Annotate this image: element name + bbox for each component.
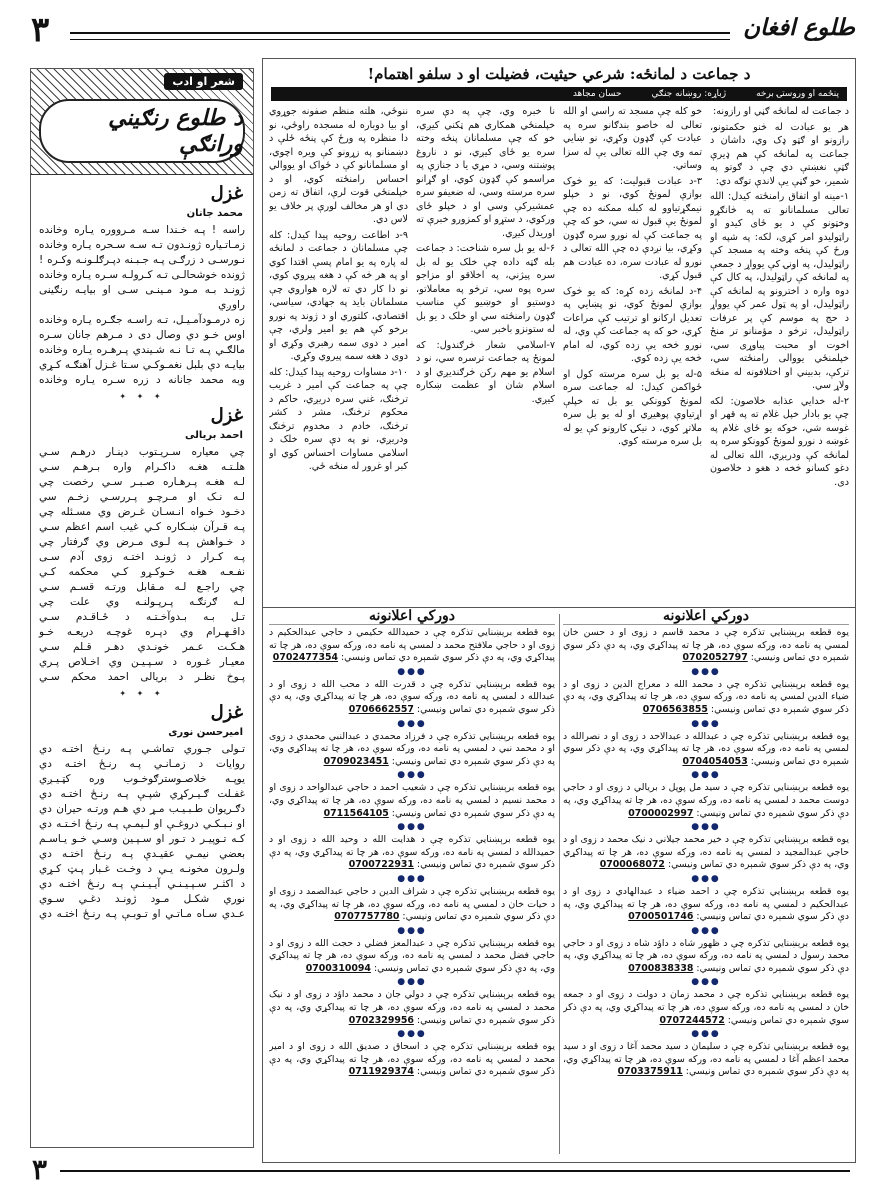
poem-verse: د اکثـر سـپـیـنـي آیـیـنـې پـه رنـځ اختـه دي <box>39 878 245 890</box>
byline-series: پنځمه او وروستۍ برخه <box>756 89 839 99</box>
ad-separator: ●●● <box>397 822 427 833</box>
article-paragraph: ۵-له یو بل سره مرسته کول او ځواکمن کیدل: له جماعت سره لمونځ کوونکي یو بل ته خپلې اړتیاوې پوهیږي او له یو بل سره ملاتړ کوي، د نیکۍ کارونو کې یو له بل سره مرسته کوي. <box>563 368 702 447</box>
header-rule-thin <box>70 39 730 40</box>
poem-verse: هـکـت عـمر خونـدي دهـر قـلم سـي <box>39 641 245 653</box>
poem-verse: پـه قـرآن ښـکاره کـي غیب اسم اعظم سـي <box>39 521 245 533</box>
poem-verse: ولـرون مخونـه یـي د وخـت غـبار پـټ کـړي <box>39 863 245 875</box>
article-byline <box>271 87 847 101</box>
ad-item <box>269 782 555 820</box>
poem-verse: اوس خـو دي وصال دی د مـرهم جانان سـره <box>39 329 245 341</box>
ad-separator: ●●● <box>397 770 427 781</box>
ad-phone: 0700068072 <box>599 859 665 871</box>
poem-verse: پـه کـرار د ژونـد اختـه زوی آدم سـی <box>39 551 245 563</box>
ad-phone: 0711929374 <box>348 1066 414 1078</box>
ad-separator: ●●● <box>397 873 427 884</box>
ad-separator: ●●● <box>691 666 721 677</box>
ad-text: یوه قطعه برېښنایي تذکره چې د دولي جان د محمد داؤد د زوی او د نیک محمد د لمسي په نامه ده، ورکه سوې ده، هر چا ته پیداکړي وي، په دې ذکر سوي شمېره دي تماس ونیسي: <box>269 989 555 1026</box>
poem-verse: بیایـه دې بلبل نغمـوکـي سـتا غـزل آهنګـه کـړي <box>39 359 245 371</box>
ads-heading-right: دورکي اعلانونه <box>563 608 849 625</box>
ad-separator: ●●● <box>397 718 427 729</box>
article-paragraph: ۲-له خدایي عذابه خلاصون: لکه چې یو بادار خپل غلام ته په قهر او غوسه شي، خوکه یو ځای غلام په غوښه د نورو لمونځ کوونکو سره په لمانځه کې ودریږي، الله تعالی له دغو کسانو څخه د هغو د خلاصون دی. <box>710 395 849 488</box>
ad-item <box>563 989 849 1027</box>
ad-item <box>269 834 555 872</box>
ad-item <box>563 938 849 976</box>
poem-verse: دګـریوان طـبـیـب مـړ دي هـم ورتـه حیران دي <box>39 803 245 815</box>
poem-verse: غفـلت ګـیـرکړي شپـې پـه رنـځ اختـه دي <box>39 788 245 800</box>
ad-phone: 0700838338 <box>628 962 694 974</box>
poem-verse: چي معیاره سـریـتوب دینـار درهـم سـي <box>39 446 245 458</box>
lost-id-ads <box>262 606 856 1163</box>
poem-verse: بعضي نیمـي عقیـدې پـه رنـځ اختـه دي <box>39 848 245 860</box>
poem-verse: نفـعـه هغـه خـوکـړو کـي محکمه کـي <box>39 566 245 578</box>
poem-verse: پـوخ نظـر د بریالی احمد محکم سـي <box>39 671 245 683</box>
article-headline: د جماعت د لمانځه: شرعي حیثیت، فضیلت او د سلفو اهتمام! <box>367 65 751 83</box>
article-paragraph: هر یو عبادت له څنو حکمتونو، رازونو او ګټو ډک وي، داشان د جماعت په لمانځه کې هم ډیرې ګټې نغښتې دي چې د ګوتو په شمیر، خو ګڼې یې لاندې توګه دي: <box>710 121 849 187</box>
poem-verse: کـه تـوپیـر د تـور او سـپـین وسـي خـو یـاسـم <box>39 833 245 845</box>
ad-phone: 0709023451 <box>323 755 389 767</box>
poem-verse: لـه نـک او مـرچـو پـررسـي زخـم سي <box>39 491 245 503</box>
ad-phone: 0703375911 <box>617 1066 683 1078</box>
article-paragraph: د جماعت له لمانځه ګڼي او رازونه: <box>713 106 849 117</box>
ads-heading-left: دورکي اعلانونه <box>269 608 555 625</box>
ad-phone: 0706662557 <box>348 703 414 715</box>
ad-item <box>563 886 849 924</box>
ad-text: یوه قطعه برېښنایي تذکره چې د سلیمان د سید محمد آغا د زوی او د سید محمد اعظم آغا د لمسي په نامه ده، ورکه سوې ده، هر چا ته پیداکړي وي، په دې ذکر سوي شمېره دي تماس ونیسي: <box>563 1041 849 1078</box>
poem-verse: زه درمـودآمـیـل، تـه راسـه جګـره یـاره وخانده <box>39 314 245 326</box>
poem-heading: غزل <box>210 702 243 723</box>
ad-item <box>269 886 555 924</box>
poem-verse: یوپـه خلاصـوسترګوخـوب وره کټـیـږي <box>39 773 245 785</box>
article-column <box>269 105 408 605</box>
ad-separator: ●●● <box>691 718 721 729</box>
ad-phone: 0700501746 <box>628 911 694 923</box>
ad-text: یوه قطعه برېښنایي تذکره چې د محمد قاسم د زوی او د حسن خان لمسي په نامه ده، ورکه سوې ده، هر چا ته پیداکړي وي، په دې ذکر سوي شمېره دي تماس ونیسي: <box>563 627 849 664</box>
section-badge: شعر او ادب <box>164 73 243 90</box>
ads-column-left <box>269 606 555 1162</box>
ad-text: یوه قطعه برېښنایي تذکره چې د خیر محمد جیلاني د نیک محمد د زوی او د حاجي عبدالمجید د لمسي په نامه ده، ورکه سوې ده، هر چا ته پیداکړي وي، په دې ذکر سوي شمېره دي تماس ونیسي: <box>563 834 849 871</box>
poetry-banner <box>31 69 253 175</box>
article-paragraph: ننوځي، هلته منظم صفونه جوړوي او بیا دوباره له مسجده راوځي، نو دا منظره په ورځ کې پنځه ځلې د دښمنانو په زړونو کې ویره اچوي، او مسلمانانو کې د ځواک او یووالي احساس رامنځته کوي، او د خپلمنځي قوت لرې، اتفاق ته زمن دي او هر مخالف لورې پر خلاف یو لاس دي. <box>269 106 408 225</box>
feature-article <box>262 58 856 608</box>
poem-verse: تـل بـه بـدوآخـتـه د ځـاقـدم سـي <box>39 611 245 623</box>
ad-text: یوه قطعه برېښنایي تذکره چې د فرزاد محمدي د عبدالنبي محمدي د زوی او د محمد نبي د لمسي په نامه ده، ورکه سوې ده، هر چا ته پیداکړي وي، په دې ذکر سوي شمېره دي تماس ونیسي: <box>269 730 555 767</box>
ad-phone: 0707244572 <box>659 1014 725 1026</box>
poem-verse: مالګـي پـه تـا نـه شـیندي پـرهـره یـاره وخانده <box>39 344 245 356</box>
ad-item <box>563 627 849 665</box>
ad-phone: 0702329956 <box>348 1014 414 1026</box>
ad-phone: 0700310094 <box>305 962 371 974</box>
poem-verse: چي راجـع لـه مـقابل ورتـه قسـم سـي <box>39 581 245 593</box>
ad-text: یوه قطعه برېښنایي تذکره چې د حمیدالله حکیمي د حاجي عبدالحکیم د زوی او د حاجي ملافتح محمد د لمسي په نامه ده، ورکه سوې ده، هر چا ته پیداکړي وي، په دې ذکر سوي شمېره دي تماس ونیسي: <box>269 627 555 664</box>
ad-text: یوه قطعه برېښنایي تذکره چې د احمد ضیاء د عبدالهادي د زوی او د عبدالحکیم د لمسي په نامه ده، ورکه سوې ده، هر چا ته پیداکړي وي، په دې ذکر سوي شمېره دي تماس ونیسي: <box>563 885 849 923</box>
poet-name: محمد جانان <box>186 208 243 219</box>
poem-heading: غزل <box>210 405 243 426</box>
poem-verse: لـه ګرنګـه پـرپـولنـه وي علت چي <box>39 596 245 608</box>
article-paragraph: خو کله چې مسجد ته راسي او الله تعالی له خاصو بندګانو سره په عبادت کې ګډون وکړي، نو ښایي تمه وي چې الله تعالی یې له سزا وساتي. <box>563 106 702 171</box>
ad-separator: ●●● <box>691 822 721 833</box>
ad-phone: 0702052797 <box>682 652 748 664</box>
ad-item <box>269 731 555 769</box>
ad-item <box>269 1041 555 1079</box>
byline-source: ژباړه: روښانه جنګي <box>651 89 727 99</box>
page-number-top: ۳ <box>31 10 50 50</box>
ads-column-right <box>563 606 849 1162</box>
article-column <box>563 105 702 605</box>
poem-verse: د خـواهش پـه لـوی مـرض وي ګرفتار چي <box>39 536 245 548</box>
poem-verse: نوري شکـل مـود ژونـد دغـي سـوي <box>39 893 245 905</box>
ad-item <box>269 989 555 1027</box>
poem-verse: داقـهـرام وي دپـره غوچـه دریعـه خـو <box>39 626 245 638</box>
ad-text: یوه قطعه برېښنایي تذکره چې د اسحاق د صدیق الله د زوی او د امیر محمد د لمسي په نامه ده، ورکه سوې ده، هر چا ته پیداکړي وي، په دې ذکر سوي شمېره دي تماس ونیسي: <box>269 1041 555 1078</box>
page-number-bottom: ۳ <box>32 1153 48 1186</box>
poem-verse: تـولی جـوري تماشـي پـه رنـځ اختـه دي <box>39 743 245 755</box>
poem-verse: دخـود خـواه انـسـان غـرض وي مسـئله چي <box>39 506 245 518</box>
article-paragraph: ۱۰-د مساوات روحیه پیدا کیدل: کله چې په جماعت کې امیر د غریب ترڅنګ، غني سره دریږي، حاکم د محکوم ترڅنګ، مشر د کشر ترڅنګ، خادم د مخدوم ترڅنګ ودریږي، نو په دې سره خلک د اسلامي مساوات احساس کوي او کبر او غرور له منځه ځي. <box>269 366 408 472</box>
article-paragraph: نا خبره وي، چې په دې سره خپلمنځي همکاري هم ټکني کیږي، خو که چې مسلمانان پنځه وخته سره یو ځای کیږي، نو د ناروغ پوښتنه وسي، د مړي یا د جنازې په مراسمو کې ګډون کوي، او ګړانو سره مرسته وسي، له ضعیفو سره عمشیرکې وسي او د خپلو ځای ورکوي، د ستړو او کمزورو خبرې ته اوریدل کیږي. <box>416 106 555 239</box>
poem-verse: معیـار غـوره د سـپـیـن وي اخـلاص پـري <box>39 656 245 668</box>
article-paragraph: ۶-له یو بل سره شناخت: د جماعت بله ګټه داده چې خلک یو له بل سره پیژني، په اخلاقو او مزاجو سره پوه سي، ترڅو په معاملاتو، دوستیو او خوښیو کې مناسب ګډون رامنځته سي او خلک د یو بل له ستونزو باخبر سي. <box>416 243 555 335</box>
poem-verse: زمـاتـیاره ژونـدون تـه سـه سـحره یـاره وخانده <box>39 239 245 251</box>
ad-item <box>269 627 555 665</box>
poem-verse: عـدي سـاه مـاتـي او تـوبـې پـه رنـځ اختـه دي <box>39 908 245 920</box>
ad-phone: 0706563855 <box>642 703 708 715</box>
article-paragraph: ۷-اسلامي شعار څرګندول: که لمونځ په جماعت ترسره سي، نو د اسلام یو مهم رکن څرګندیږي او د اسلام شان او عظمت ښکاره کیږي. <box>416 339 555 405</box>
poem-verse: روایات د زمـانـي پـه رنـځ اختـه دي <box>39 758 245 770</box>
ad-text: یوه قطعه برېښنایي تذکره چې د محمد زمان د دولت د زوی او د جمعه خان د لمسي په نامه ده، ورکه سوې ده، هر چا ته پیداکړي وي، په دې ذکر سوي شمېره دي تماس ونیسي: <box>563 989 849 1026</box>
poem-verse: ژونده خوشحالـی تـه کـرولـه سـره یـاره وخانده <box>39 269 245 281</box>
ad-text: یوه قطعه برېښنایي تذکره چې د شعیب احمد د حاجي عبدالواحد د زوی او د محمد نسیم د لمسي په نامه ده، ورکه سوې ده، هر چا ته پیداکړي وي، په دې ذکر سوي شمېره دي تماس ونیسي: <box>269 782 555 819</box>
ad-text: یوه قطعه برېښنایي تذکره چې د سید مل پوپل د بریالي د زوی او د حاجي دوست محمد د لمسي په نامه ده، ورکه سوې ده، هر چا ته پیداکړي وي، په دې ذکر سوي شمېره دي تماس ونیسي: <box>563 782 849 819</box>
ad-item <box>563 1041 849 1079</box>
poem-heading: غزل <box>210 183 243 204</box>
ad-separator: ●●● <box>691 977 721 988</box>
ad-item <box>269 679 555 717</box>
ad-item <box>563 782 849 820</box>
ad-separator: ●●● <box>691 873 721 884</box>
ad-text: یوه قطعه برېښنایي تذکره چې د عبدالله د عبدالاحد د زوی او د نصرالله د لمسي په نامه ده، ورکه سوې ده، هر چا ته پیداکړي وي، په دې ذکر سوي شمېره دي تماس ونیسي: <box>563 730 849 767</box>
page-header <box>25 12 855 54</box>
ad-separator: ●●● <box>691 1029 721 1040</box>
masthead-brand: طلوع افغان <box>743 14 855 41</box>
ad-phone: 0702477354 <box>272 652 339 664</box>
ad-item <box>563 679 849 717</box>
ads-divider <box>559 614 560 1154</box>
poetry-section-title: د طلوع رنګیني ورانګې <box>39 99 245 163</box>
ad-text: یوه قطعه برېښنایي تذکره چې د هدایت الله د وحید الله د زوی او د حمیدالله د لمسي په نامه ده، ورکه سوې ده، هر چا ته پیداکړي وي، په دې ذکر سوي شمېره دي تماس ونیسي: <box>269 834 555 871</box>
poem-separator: ✦ ✦ ✦ <box>119 392 165 401</box>
ad-phone: 0704054053 <box>682 755 748 767</box>
poem-verse: نـورسـی د زرګـی پـه جـبـنه دپـرګلـونـه وکـره ! <box>39 254 245 266</box>
ad-item <box>563 731 849 769</box>
ad-phone: 0700722931 <box>348 859 414 871</box>
byline-author: حسان مجاهد <box>572 89 622 99</box>
ad-text: یوه قطعه برېښنایي تذکره چې د قدرت الله د محب الله د زوی او د عبدالله د لمسي په نامه ده، ورکه سوې ده، هر چا ته پیداکړي وي، په دې ذکر سوي شمېره دي تماس ونیسي: <box>269 678 555 715</box>
poet-name: امیرحسن نوری <box>168 727 243 738</box>
ad-item <box>563 834 849 872</box>
ad-item <box>269 938 555 976</box>
poem-separator: ✦ ✦ ✦ <box>119 689 165 698</box>
article-column <box>416 105 555 605</box>
poet-name: احمد بریالی <box>185 430 243 441</box>
ad-text: یوه قطعه برېښنایي تذکره چې د محمد الله د معراج الدین د زوی او د ضیاء الدین لمسي په نامه ده، ورکه سوې ده، هر چا ته پیداکړي وي، په دې ذکر سوي شمېره دي تماس ونیسي: <box>563 678 849 715</box>
ad-text: یوه قطعه برېښنایي تذکره چې د ظهور شاه د داؤد شاه د زوی او د حاجي محمد رسول د لمسي په نامه ده، ورکه سوې ده، هر چا ته پیداکړي وي، په دې ذکر سوي شمېره دي تماس ونیسي: <box>563 937 849 974</box>
poetry-column <box>30 68 254 1148</box>
article-columns <box>263 101 855 605</box>
poem-verse: او نـبـکـي دروغـې او لـیمـې پـه رنـځ اخـتـه دي <box>39 818 245 830</box>
ad-separator: ●●● <box>397 666 427 677</box>
poems-container <box>31 175 253 922</box>
header-rule <box>70 32 730 34</box>
article-column <box>710 105 849 605</box>
ad-separator: ●●● <box>397 1029 427 1040</box>
article-paragraph: ۹-د اطاعت روحیه پیدا کیدل: کله چې مسلمانان د جماعت د لمانځه له پاره په یو امام پسې اقتدا کوي او په هر څه کې د هغه پیروي کوي، نو دا کار دي ته لاره هواروي چې مسلمانان باید په جهادي، سیاسي، اقتصادي، کلتوري او د ژوند په نورو برخو کې هم یو امیر ولري، چې امیر د دوی سمه رهبري وکړي او دوی د هغه سمه پیروي وکړي. <box>269 229 408 362</box>
article-paragraph: ۱-مینه او اتفاق رامنځته کیدل: الله تعالی مسلمانانو ته په څانګړو وخټونو کې د یو ځای کیدو او راټولیدو امر کړی، لکه: په شپه او ورځ کې پنځه وخته په مسجد کې راټولیدل، په اونۍ کې یوواړ د جمعې په لمانځه کې راټولیدل، په کال کې دوه واره د اخترونو په لمانځه کې راټولیدل، او په ټول عمر کې یوواړ د حج په موسم کې پر عرفات راټولیدل، ترڅو د مؤمنانو تر منځ اخوت او محبت پیاوړی سي، خپلمنځي یووالی رامنځته سي، ترکې، بدبیني او اختلافونه له منځه ولاړ سي. <box>710 191 849 391</box>
poem-verse: راسه ! پـه خـندا سـه مـرووره یـاره وخانده <box>39 224 245 236</box>
footer-rule <box>60 1170 850 1172</box>
ad-separator: ●●● <box>397 977 427 988</box>
ad-text: یوه قطعه برېښنایي تذکره چې د عبدالمعز فضلي د حجت الله د زوی او د حاجي فضل محمد د لمسي په نامه ده، ورکه سوې ده، هر چا ته پیداکړي وي، په دې ذکر سوي شمېره دي تماس ونیسي: <box>269 937 555 974</box>
poem-verse: ژونـد بـه مـود مـینـی سـی او بیایـه رنګینی راوږي <box>39 284 245 311</box>
ad-separator: ●●● <box>691 925 721 936</box>
poem-verse: هلـتـه هغـه داکـرام واره بـرهـم سـي <box>39 461 245 473</box>
ad-phone: 0711564105 <box>323 807 389 819</box>
poem-verse: لـه هغـه پـرهـاره صـبـر سـي رخصت چي <box>39 476 245 488</box>
ad-separator: ●●● <box>691 770 721 781</box>
ad-separator: ●●● <box>397 925 427 936</box>
ad-text: یوه قطعه برېښنایي تذکره چې د شراف الدین د حاجي عبدالصمد د زوی او د حیات خان د لمسي په نامه ده، ورکه سوې ده، هر چا ته پیداکړي وي، په دې ذکر سوي شمېره دي تماس ونیسي: <box>269 885 555 923</box>
ad-phone: 0700002997 <box>628 807 694 819</box>
article-paragraph: ۴-د لمانځه زده کړه: که یو څوک بوازې لمونځ کوي، نو پښایي په تعدیل ارکانو او ترتیب کې مراعات کړي، خو که په جماعت کې وي، له نورو څخه یې زده کوي، له امام څخه یې زده کوي. <box>563 285 702 364</box>
article-paragraph: ۳-د عبادت قبولیت: که یو څوک بوازې لمونځ کوي، نو د خپلو نیمګړتیاوو له کبله ممکنه ده چې لمونځ یې قبول نه سي، خو که چې په جماعت کې له نورو سره ګډون وکړي، بیا نږدې ده چې الله تعالی د نورو له عبادت سره، ده عبادت هم قبول کړي. <box>563 175 702 281</box>
poem-verse: وبه محمد جانانه د زره سـره یـاره وخانده <box>39 374 245 386</box>
ad-phone: 0707757780 <box>334 911 400 923</box>
